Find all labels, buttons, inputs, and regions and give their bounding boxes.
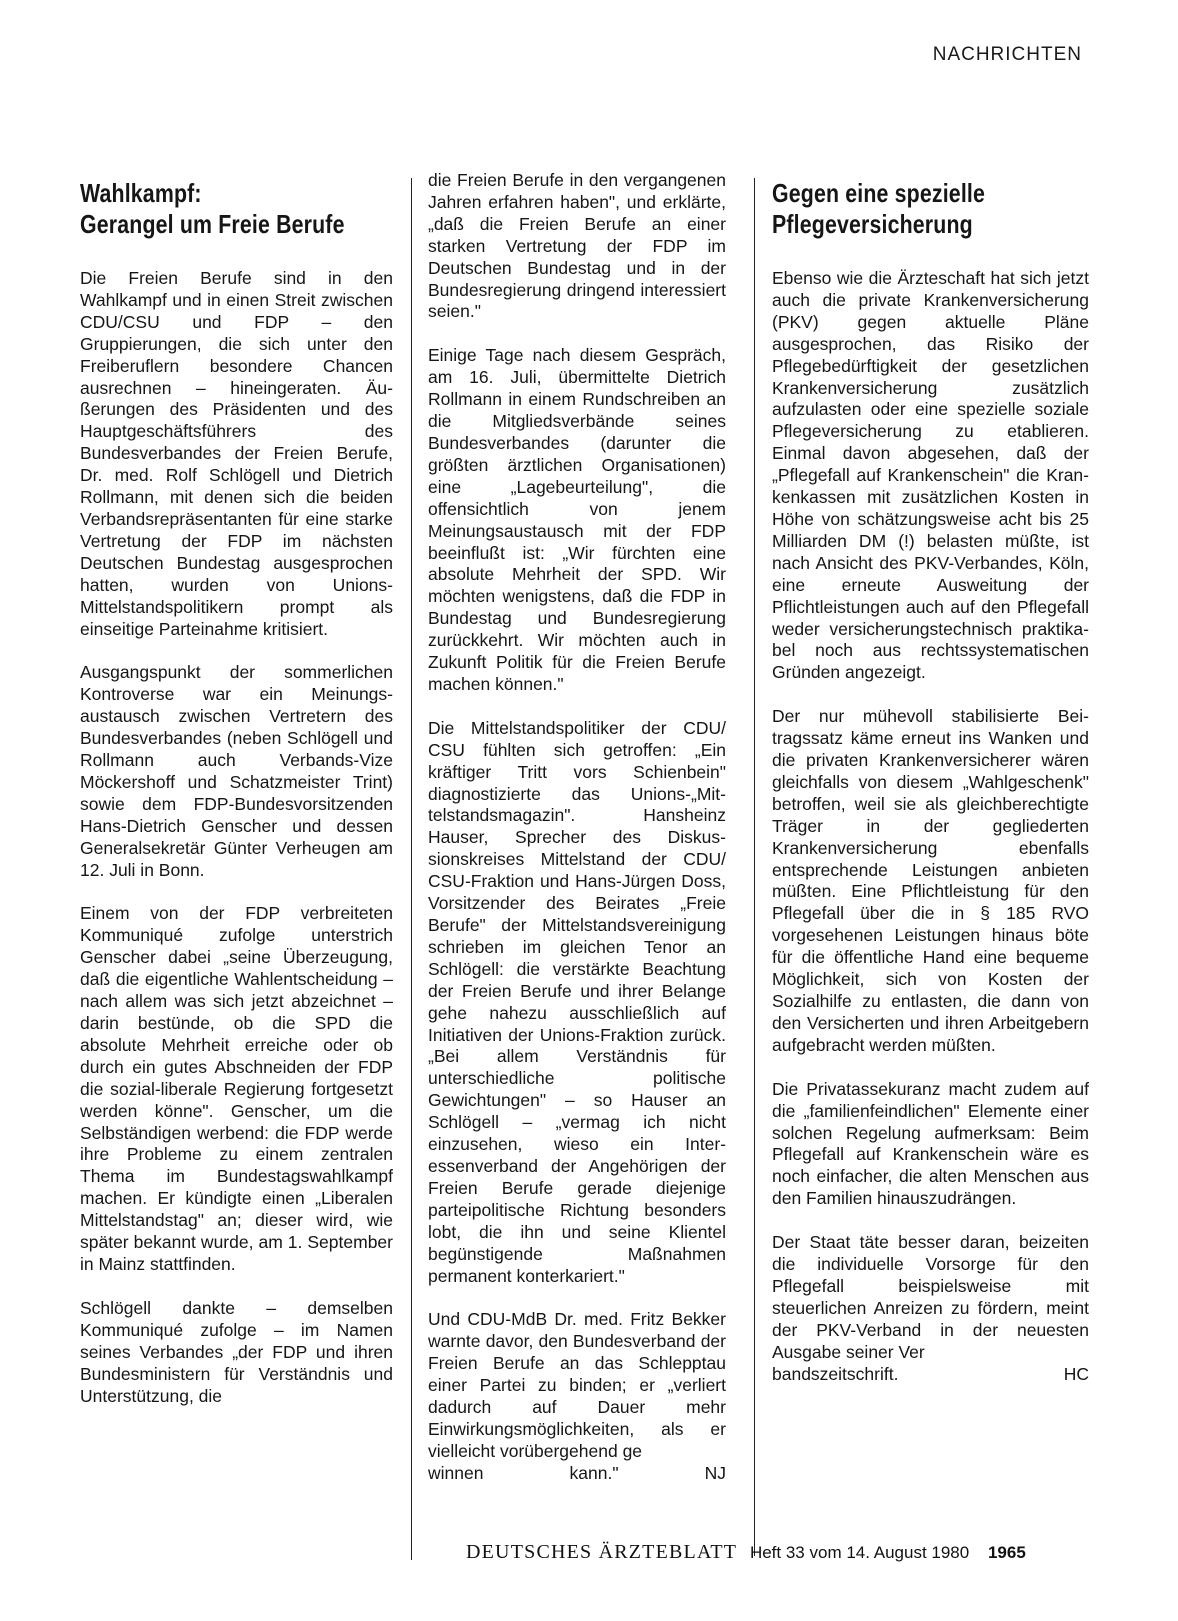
paragraph-text: Und CDU-MdB Dr. med. Fritz Bekker warnte davor, den Bundesverband der Freien Berufe an das Schlepptau einer Partei zu binden; er „verliert dadurch auf Dauer mehr Einwirkungsmöglichkeiten, als er vielleicht vorübergehend ge [428, 1309, 726, 1461]
article-column-2 [428, 170, 726, 1485]
headline-line-1: Gegen eine spezielle [772, 178, 986, 208]
issue-info: Heft 33 vom 14. August 1980 [749, 1543, 970, 1562]
page-number: 1965 [987, 1543, 1026, 1562]
article-paragraph [428, 1309, 726, 1484]
headline-line-2: Gerangel um Freie Berufe [80, 209, 345, 239]
last-line: bandszeitschrift. [772, 1363, 899, 1384]
headline-line-2: Pflegeversicherung [772, 209, 973, 239]
signature-line [428, 1463, 726, 1485]
article-paragraph [772, 1232, 1089, 1385]
magazine-name: DEUTSCHES ÄRZTEBLATT [466, 1541, 738, 1563]
article-paragraph: Ausgangspunkt der sommerlichen Kontroverse war ein Meinungsaustausch zwischen Vertretern des Bundesverbandes (neben Schlögell und Rollmann auch Verbands-Vize Möckershoff und Schatzmeister Trint) sowie dem FDP-Bundesvorsitzenden Hans-Dietrich Genscher und dessen Generalsekretär Günter Verheugen am 12. Juli in Bonn. [80, 662, 393, 880]
author-initials: NJ [704, 1462, 726, 1483]
article-headline [772, 178, 1032, 240]
article-column-3 [772, 170, 1089, 1386]
column-divider [754, 178, 755, 1556]
article-paragraph: Der nur mühevoll stabilisierte Beitragssatz käme erneut ins Wanken und die privaten Krankenversicherer wären gleichfalls von diesem „Wahlgeschenk" betroffen, weil sie als gleichberechtigte Träger in der gegliederten Krankenversicherung ebenfalls entsprechende Leistungen anbieten müßten. Eine Pflichtleistung für den Pflegefall über die in § 185 RVO vorgesehenen Leistungen hinaus böte für die öffentliche Hand eine bequeme Möglichkeit, sich von Kosten der Sozialhilfe zu entlasten, die dann von den Versicherten und ihren Arbeitgebern aufgebracht werden müßten. [772, 706, 1089, 1055]
article-headline [80, 178, 345, 240]
paragraph-text: Der Staat täte besser daran, beizeiten die individuelle Vorsorge für den Pflegefall beispielsweise mit steuerlichen Anreizen zu fördern, meint der PKV-Verband in der neuesten Ausgabe seiner Ver [772, 1232, 1089, 1362]
page-footer [466, 1541, 1026, 1564]
column-divider [411, 178, 412, 1560]
article-paragraph: die Freien Berufe in den vergangenen Jahren erfahren haben", und erklärte, „daß die Freien Berufe an einer starken Vertretung der FDP im Deutschen Bundestag und in der Bundesregierung dringend interessiert seien." [428, 170, 726, 322]
author-initials: HC [1063, 1363, 1089, 1384]
article-paragraph: Die Mittelstandspolitiker der CDU/ CSU fühlten sich getroffen: „Ein kräftiger Tritt vors Schienbein" diagnostizierte das Unions-„Mittelstandsmagazin". Hansheinz Hauser, Sprecher des Diskussionskreises Mittelstand der CDU/ CSU-Fraktion und Hans-Jürgen Doss, Vorsitzender des Beirates „Freie Berufe" der Mittelstandsvereinigung schrieben im gleichen Tenor an Schlögell: die verstärkte Beachtung der Freien Berufe und ihrer Belange gehe nahezu ausschließlich auf Initiativen der Unions-Fraktion zurück. „Bei allem Verständnis für unterschiedliche politische Gewichtungen" – so Hauser an Schlögell – „vermag ich nicht einzusehen, wieso ein Interessenverband der Angehörigen der Freien Berufe gerade diejenige parteipolitische Richtung besonders lobt, die ihn und seine Klientel begünstigende Maßnahmen permanent konterkariert." [428, 717, 726, 1286]
article-paragraph: Einige Tage nach diesem Gespräch, am 16. Juli, übermittelte Dietrich Rollmann in einem Rundschreiben an die Mitgliedsverbände seines Bundesverbandes (darunter die größten ärztlichen Organisationen) eine „Lagebeurteilung", die offensichtlich von jenem Meinungsaustausch mit der FDP beeinflußt ist: „Wir fürchten eine absolute Mehrheit der SPD. Wir möchten wenigstens, daß die FDP in Bundestag und Bundesregierung zurückkehrt. Wir möchten auch in Zukunft Politik für die Freien Berufe machen können." [428, 345, 726, 694]
last-line: winnen kann." [428, 1462, 619, 1483]
headline-line-1: Wahlkampf: [80, 178, 202, 208]
article-paragraph: Einem von der FDP verbreiteten Kommuniqué zufolge unterstrich Genscher dabei „seine Überzeugung, daß die eigentliche Wahlentscheidung – nach allem was sich jetzt abzeichnet – darin bestünde, ob die SPD die absolute Mehrheit erreiche oder ob durch ein gutes Abschneiden der FDP die sozial-liberale Regierung fortgesetzt werden könne". Genscher, um die Selbständigen werbend: die FDP werde ihre Probleme zu einem zentralen Thema im Bundestagswahlkampf machen. Er kündigte einen „Liberalen Mittelstandstag" an; dieser wird, wie später bekannt wurde, am 1. September in Mainz stattfinden. [80, 903, 393, 1274]
article-column-1 [80, 170, 393, 1407]
article-paragraph: Die Freien Berufe sind in den Wahlkampf und in einen Streit zwischen CDU/CSU und FDP – den Gruppierungen, die sich unter den Freiberuflern besondere Chancen ausrechnen – hineingeraten. Äußerungen des Präsidenten und des Hauptgeschäftsführers des Bundesverbandes der Freien Berufe, Dr. med. Rolf Schlögell und Dietrich Rollmann, mit denen sich die beiden Verbandsrepräsentanten für eine starke Vertretung der FDP im nächsten Deutschen Bundestag ausgesprochen hatten, wurden von Unions-Mittelstandspolitikern prompt als einseitige Parteinahme kritisiert. [80, 268, 393, 639]
signature-line [772, 1364, 1089, 1386]
section-label: NACHRICHTEN [932, 44, 1082, 65]
article-paragraph: Schlögell dankte – demselben Kommuniqué zufolge – im Namen seines Verbandes „der FDP und ihren Bundesministern für Verständnis und Unterstützung, die [80, 1297, 393, 1406]
article-paragraph: Die Privatassekuranz macht zudem auf die „familienfeindlichen" Elemente einer solchen Regelung aufmerksam: Beim Pflegefall auf Krankenschein wäre es noch einfacher, die alten Menschen aus den Familien hinauszudrängen. [772, 1078, 1089, 1209]
article-paragraph: Ebenso wie die Ärzteschaft hat sich jetzt auch die private Krankenversicherung (PKV) gegen aktuelle Pläne ausgesprochen, das Risiko der Pflegebedürftigkeit der gesetzlichen Krankenversicherung zusätzlich aufzulasten oder eine spezielle soziale Pflegeversicherung zu etablieren. Einmal davon abgesehen, daß der „Pflegefall auf Krankenschein" die Krankenkassen mit zusätzlichen Kosten in Höhe von schätzungsweise acht bis 25 Milliarden DM (!) belasten müßte, ist nach Ansicht des PKV-Verbandes, Köln, eine erneute Ausweitung der Pflichtleistungen auch auf den Pflegefall weder versicherungstechnisch praktikabel noch aus rechtssystematischen Gründen angezeigt. [772, 268, 1089, 683]
